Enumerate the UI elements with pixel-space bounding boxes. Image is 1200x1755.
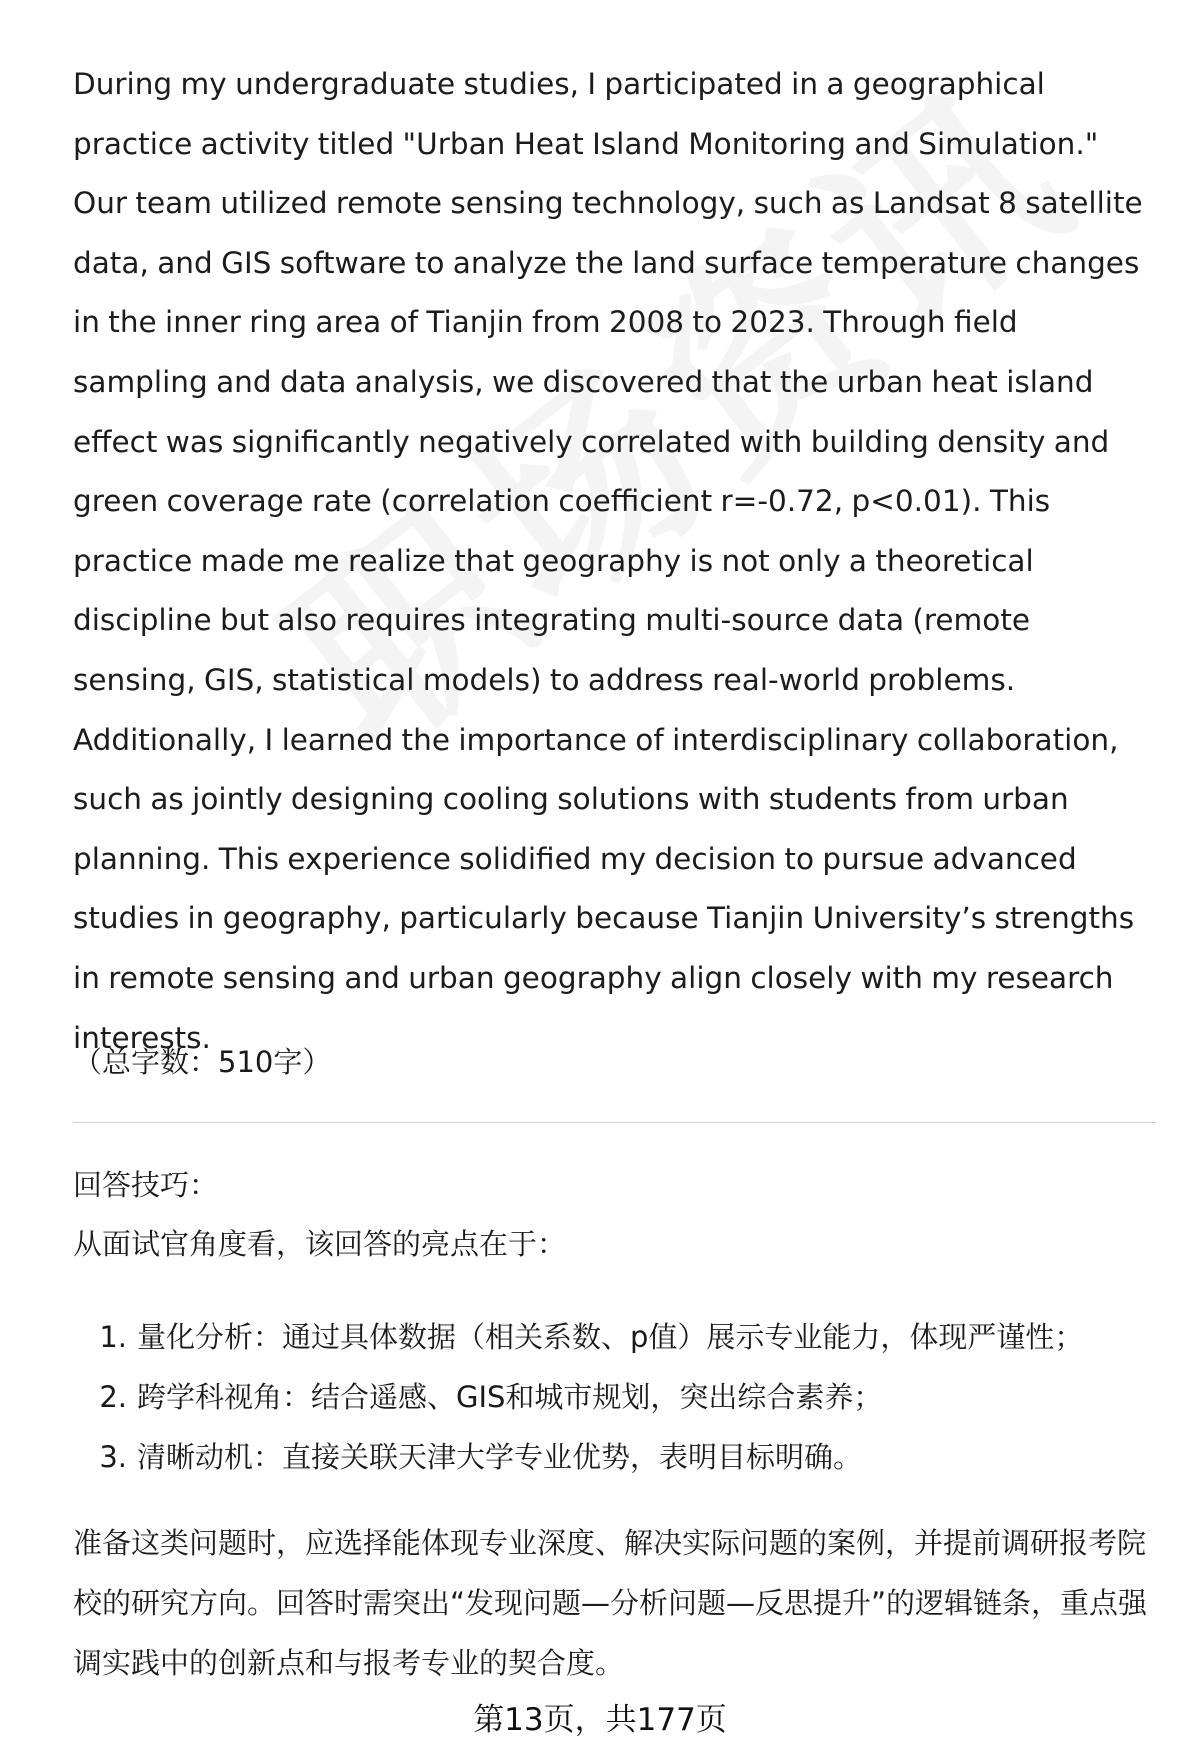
list-item-number: 3. <box>99 1440 127 1474</box>
tips-heading: 回答技巧： <box>73 1168 219 1202</box>
page-number: 第13页，共177页 <box>473 1702 727 1738</box>
list-item-text: 清晰动机：直接关联天津大学专业优势，表明目标明确。 <box>137 1440 863 1474</box>
list-item-text: 跨学科视角：结合遥感、GIS和城市规划，突出综合素养； <box>137 1380 883 1414</box>
list-item-number: 2. <box>99 1380 127 1414</box>
list-item <box>73 1307 1083 1367</box>
section-divider <box>73 1122 1156 1123</box>
essay-paragraph: During my undergraduate studies, I participated in a geographical practice activity titled "Urban Heat Island Monitoring and Simulation." Our team utilized remote sensing technology, such as Landsat 8 satellite data, and GIS software to analyze the land surface temperature changes in the inner ring area of Tianjin from 2008 to 2023. Through field sampling and data analysis, we discovered that the urban heat island effect was significantly negatively correlated with building density and green coverage rate (correlation coefficient r=-0.72, p<0.01). This practice made me realize that geography is not only a theoretical discipline but also requires integrating multi-source data (remote sensing, GIS, statistical models) to address real-world problems. Additionally, I learned the importance of interdisciplinary collaboration, such as jointly designing cooling solutions with students from urban planning. This experience solidified my decision to pursue advanced studies in geography, particularly because Tianjin University’s strengths in remote sensing and urban geography align closely with my research interests. <box>73 67 1143 1055</box>
tips-list <box>73 1307 1083 1487</box>
list-item <box>73 1427 1083 1487</box>
word-count: （总字数：510字） <box>73 1045 332 1079</box>
closing-paragraph: 准备这类问题时，应选择能体现专业深度、解决实际问题的案例，并提前调研报考院校的研究方向。回答时需突出“发现问题—分析问题—反思提升”的逻辑链条，重点强调实践中的创新点和与报考专业的契合度。 <box>73 1526 1148 1680</box>
list-item <box>73 1367 1083 1427</box>
list-item-text: 量化分析：通过具体数据（相关系数、p值）展示专业能力，体现严谨性； <box>137 1320 1084 1354</box>
list-item-number: 1. <box>99 1320 127 1354</box>
tips-intro: 从面试官角度看，该回答的亮点在于： <box>73 1227 567 1261</box>
